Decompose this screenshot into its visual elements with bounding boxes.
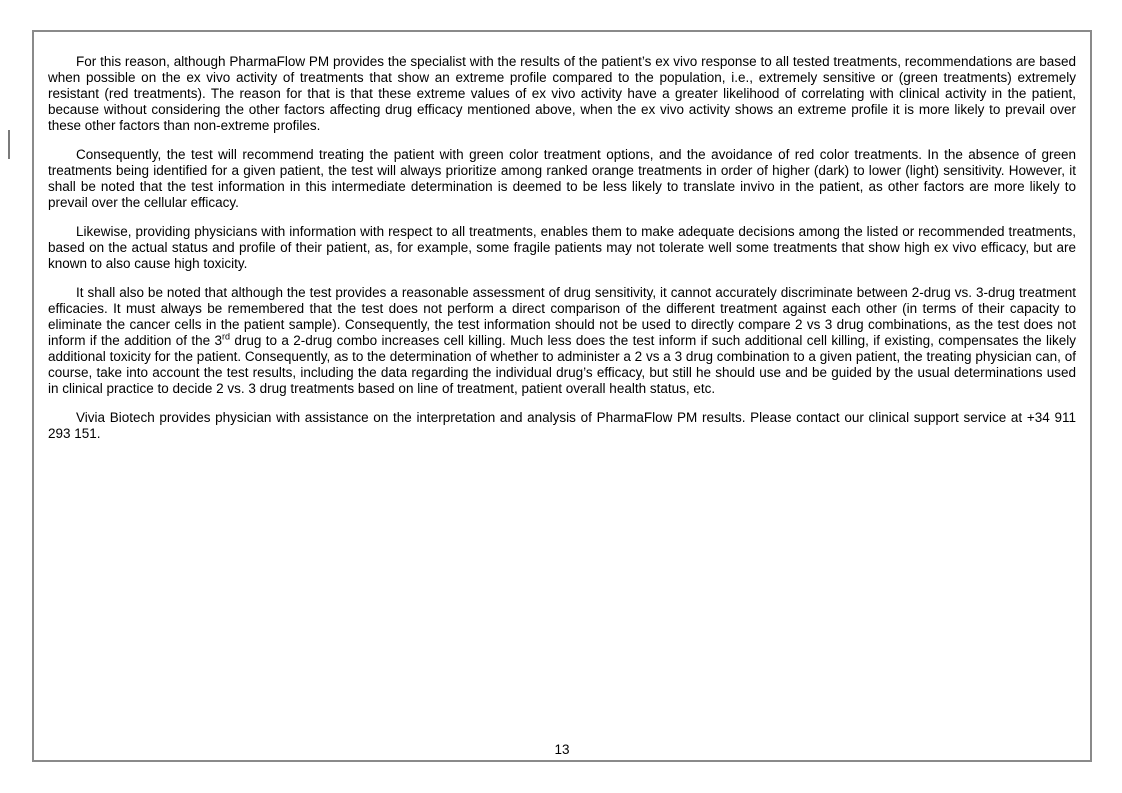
paragraph-text: Consequently, the test will recommend treating the patient with green color treatment options, and the avoidance of red color treatments. In the absence of green treatments being identified for a given patient, the test will always prioritize among ranked orange treatments in order of higher (dark) to lower (light) sensitivity. However, it shall be noted that the test information in this intermediate determination is deemed to be less likely to translate invivo in the patient, as other factors are more likely to prevail over the cellular efficacy.	[48, 147, 1076, 210]
paragraph	[48, 224, 1076, 272]
superscript-text: rd	[222, 331, 231, 342]
paragraph	[48, 54, 1076, 134]
paragraph-text: It shall also be noted that although the test provides a reasonable assessment of drug sensitivity, it cannot accurately discriminate between 2-drug vs. 3-drug treatment efficacies. It must always be remembered that the test does not perform a direct comparison of the different treatment against each other (in terms of their capacity to eliminate the cancer cells in the patient sample). Consequently, the test information should not be used to directly compare 2 vs 3 drug combinations, as the test does not inform if the addition of the 3	[48, 285, 1076, 348]
paragraph-text: Vivia Biotech provides physician with assistance on the interpretation and analysis of PharmaFlow PM results. Please contact our clinical support service at +34 911 293 151.	[48, 410, 1076, 441]
page-body	[48, 54, 1076, 455]
paragraph	[48, 147, 1076, 211]
paragraph-text: drug to a 2-drug combo increases cell killing. Much less does the test inform if such additional cell killing, if existing, compensates the likely additional toxicity for the patient. Consequently, as to the determination of whether to administer a 2 vs a 3 drug combination to a given patient, the treating physician can, of course, take into account the test results, including the data regarding the individual drug’s efficacy, but still he should use and be guided by the usual determinations used in clinical practice to decide 2 vs. 3 drug treatments based on line of treatment, patient overall health status, etc.	[48, 333, 1076, 396]
paragraph-text: For this reason, although PharmaFlow PM provides the specialist with the results of the patient’s ex vivo response to all tested treatments, recommendations are based when possible on the ex vivo activity of treatments that show an extreme profile compared to the population, i.e., extremely sensitive or (green treatments) extremely resistant (red treatments). The reason for that is that these extreme values of ex vivo activity have a greater likelihood of correlating with clinical activity in the patient, because without considering the other factors affecting drug efficacy mentioned above, when the ex vivo activity shows an extreme profile it is more likely to prevail over these other factors than non-extreme profiles.	[48, 54, 1076, 133]
page-number: 13	[554, 742, 570, 757]
document-page	[32, 30, 1092, 762]
paragraph	[48, 285, 1076, 397]
revision-change-bar	[8, 130, 10, 159]
paragraph-text: Likewise, providing physicians with information with respect to all treatments, enables them to make adequate decisions among the listed or recommended treatments, based on the actual status and profile of their patient, as, for example, some fragile patients may not tolerate well some treatments that show high ex vivo efficacy, but are known to also cause high toxicity.	[48, 224, 1076, 271]
paragraph	[48, 410, 1076, 442]
